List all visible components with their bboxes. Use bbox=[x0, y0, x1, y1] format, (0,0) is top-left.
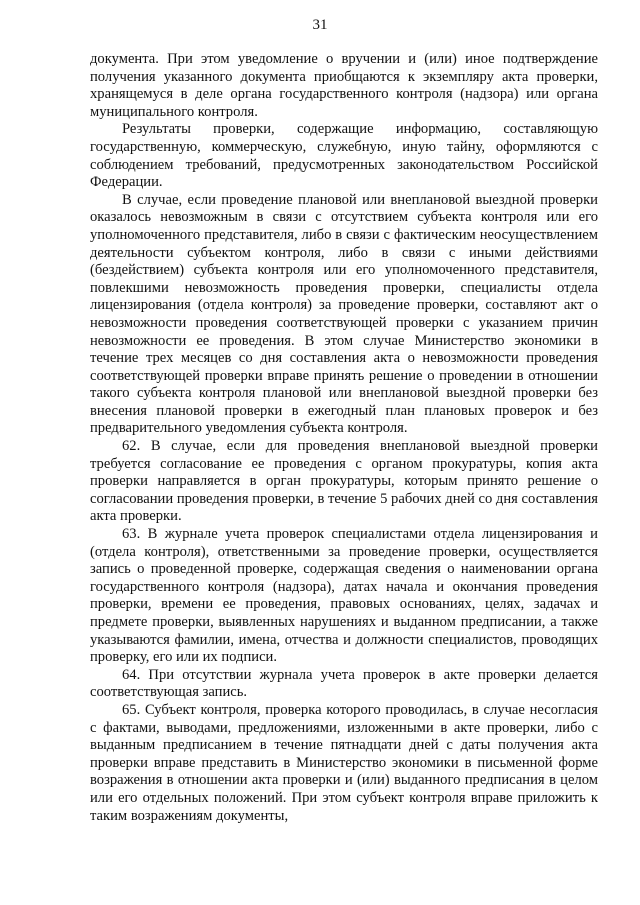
paragraph-continuation: документа. При этом уведомление о вручении и (или) иное подтверждение получения указанного документа приобщаются к экземпляру акта проверки, хранящемуся в деле органа государственного контроля (надзора) или органа муниципального контроля. bbox=[90, 51, 598, 120]
paragraph-impossible-inspection: В случае, если проведение плановой или внеплановой выездной проверки оказалось невозможным в связи с отсутствием субъекта контроля или его уполномоченного представителя, либо в связи с фактическим неосуществлением деятельности субъектом контроля, либо в связи с иными действиями (бездействием) субъекта контроля или его уполномоченного представителя, повлекшими невозможность проведения проверки, специалисты отдела лицензирования (отдела контроля) за проведение проверки, составляют акт о невозможности проведения соответствующей проверки с указанием причин невозможности ее проведения. В этом случае Министерство экономики в течение трех месяцев со дня составления акта о невозможности проведения соответствующей проверки вправе принять решение о проведении в отношении такого субъекта контроля плановой или внеплановой выездной проверки без внесения плановой проверки в ежегодный план плановых проверок и без предварительного уведомления субъекта контроля. bbox=[90, 191, 598, 437]
paragraph-65: 65. Субъект контроля, проверка которого проводилась, в случае несогласия с фактами, выводами, предложениями, изложенными в акте проверки, либо с выданным предписанием в течение пятнадцати дней с даты получения акта проверки вправе представить в Министерство экономики в письменной форме возражения в отношении акта проверки и (или) выданного предписания в целом или его отдельных положений. При этом субъект контроля вправе приложить к таким возражениям документы, bbox=[90, 701, 598, 824]
paragraph-secret-info: Результаты проверки, содержащие информацию, составляющую государственную, коммерческую, служебную, иную тайну, оформляются с соблюдением требований, предусмотренных законодательством Российской Федерации. bbox=[90, 121, 598, 191]
paragraph-62: 62. В случае, если для проведения внеплановой выездной проверки требуется согласование ее проведения с органом прокуратуры, копия акта проверки направляется в орган прокуратуры, которым принято решение о согласовании проведения проверки, в течение 5 рабочих дней со дня составления акта проверки. bbox=[90, 438, 598, 525]
paragraph-64: 64. При отсутствии журнала учета проверок в акте проверки делается соответствующая запись. bbox=[90, 666, 598, 701]
document-body bbox=[90, 51, 598, 825]
paragraph-63: 63. В журнале учета проверок специалистами отдела лицензирования и (отдела контроля), ответственными за проведение проверки, осуществляется запись о проведенной проверке, содержащая сведения о наименовании органа государственного контроля (надзора), датах начала и окончания проведения проверки, времени ее проведения, правовых основаниях, целях, задачах и предмете проверки, выявленных нарушениях и выданном предписании, а также указываются фамилии, имена, отчества и должности специалистов, проводящих проверку, его или их подписи. bbox=[90, 526, 598, 666]
page-number: 31 bbox=[312, 17, 328, 33]
